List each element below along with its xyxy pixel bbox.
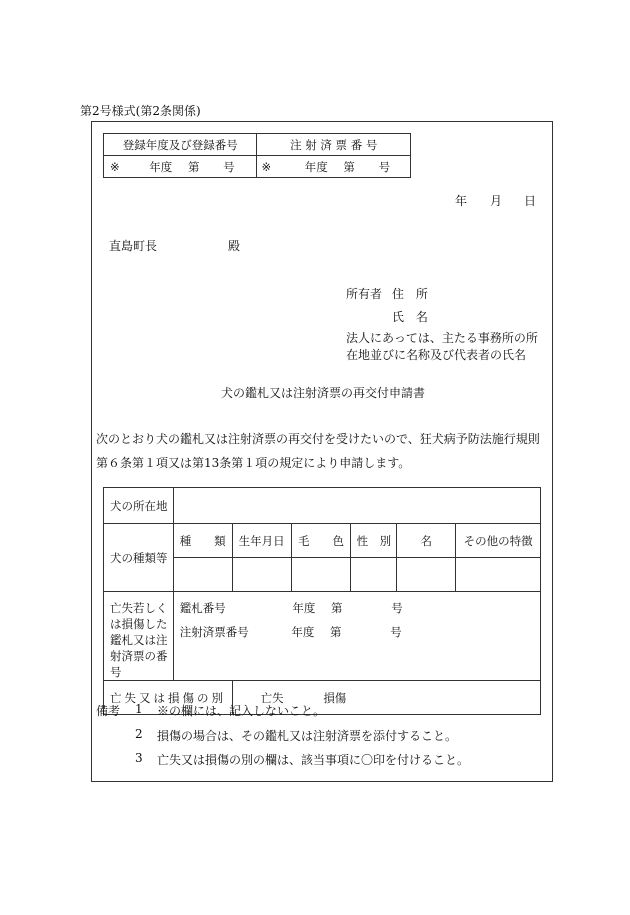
col-name: 名 [397, 524, 456, 558]
tag-number-prefix: 第 [331, 601, 343, 615]
damaged-option[interactable]: 損傷 [323, 690, 347, 705]
remark-2-number: 2 [135, 727, 143, 741]
dog-type-label: 犬の種類等 [104, 524, 174, 592]
corporate-note-line2: 在地並びに名称及び代表者の氏名 [346, 348, 527, 362]
registration-number-table [103, 133, 411, 178]
address-label: 住 所 [392, 287, 432, 301]
tag-number-suffix: 号 [391, 601, 403, 615]
owner-label: 所有者 [346, 287, 383, 301]
injection-number-suffix: 号 [390, 625, 402, 639]
injection-tag-number-field[interactable] [257, 156, 411, 178]
injection-number-prefix: 第 [330, 625, 342, 639]
breed-input[interactable] [173, 558, 232, 592]
number-suffix: 号 [223, 159, 235, 174]
other-features-input[interactable] [456, 558, 541, 592]
remark-1-number: 1 [135, 702, 143, 716]
injection-year-label: 年度 [291, 625, 315, 639]
birthdate-input[interactable] [232, 558, 291, 592]
injection-tag-number-header: 注 射 済 票 番 号 [257, 134, 411, 156]
number-prefix: 第 [187, 159, 200, 174]
registration-year-number-header: 登録年度及び登録番号 [104, 134, 257, 156]
document-title: 犬の鑑札又は注射済票の再交付申請書 [221, 386, 426, 400]
coat-color-input[interactable] [291, 558, 351, 592]
date-day-label: 日 [524, 194, 537, 208]
official-use-mark: ※ [110, 159, 120, 174]
body-text-line1: 次のとおり犬の鑑札又は注射済票の再交付を受けたいので、狂犬病予防法施行規則 [96, 432, 540, 446]
remarks-label: 備考 [96, 704, 121, 718]
col-birthdate: 生年月日 [232, 524, 291, 558]
dog-location-label: 犬の所在地 [104, 488, 174, 524]
date-year-label: 年 [455, 194, 468, 208]
year-label: 年度 [304, 159, 328, 174]
number-suffix: 号 [378, 159, 391, 174]
name-label: 氏 名 [392, 310, 432, 324]
sex-input[interactable] [351, 558, 397, 592]
year-label: 年度 [149, 159, 173, 174]
tag-year-label: 年度 [292, 601, 316, 615]
official-use-mark: ※ [261, 159, 272, 174]
corporate-note-line1: 法人にあっては、主たる事務所の所 [346, 331, 538, 345]
name-input[interactable] [397, 558, 456, 592]
lost-tag-number-label: 亡失若しくは損傷した鑑札又は注射済票の番号 [104, 592, 174, 681]
injection-tag-label: 注射済票番号 [179, 625, 249, 639]
remark-3-number: 3 [135, 751, 143, 765]
col-coat-color: 毛 色 [291, 524, 351, 558]
body-text-line2: 第６条第１項又は第13条第１項の規定により申請します。 [96, 456, 411, 470]
dog-location-input[interactable] [173, 488, 540, 524]
lost-option[interactable]: 亡失 [260, 690, 284, 705]
remark-2-text: 損傷の場合は、その鑑札又は注射済票を添付すること。 [157, 729, 458, 743]
col-sex: 性 別 [351, 524, 397, 558]
dog-information-table [103, 487, 541, 715]
addressee-name: 直島町長 [109, 239, 158, 253]
col-breed: 種 類 [173, 524, 232, 558]
loss-damage-label: 亡失又は損傷の別 [104, 681, 233, 715]
registration-number-field[interactable] [104, 156, 257, 178]
remark-1-text: ※の欄には、記入しないこと。 [157, 704, 326, 718]
tag-number-label: 鑑札番号 [179, 601, 226, 615]
col-other-features: その他の特徴 [456, 524, 541, 558]
date-month-label: 月 [490, 194, 503, 208]
addressee-honorific: 殿 [228, 239, 241, 253]
remark-3-text: 亡失又は損傷の別の欄は、該当事項に〇印を付けること。 [157, 753, 470, 767]
form-number: 第2号様式(第2条関係) [80, 104, 201, 118]
lost-tag-number-field[interactable] [173, 592, 540, 681]
number-prefix: 第 [343, 159, 355, 174]
